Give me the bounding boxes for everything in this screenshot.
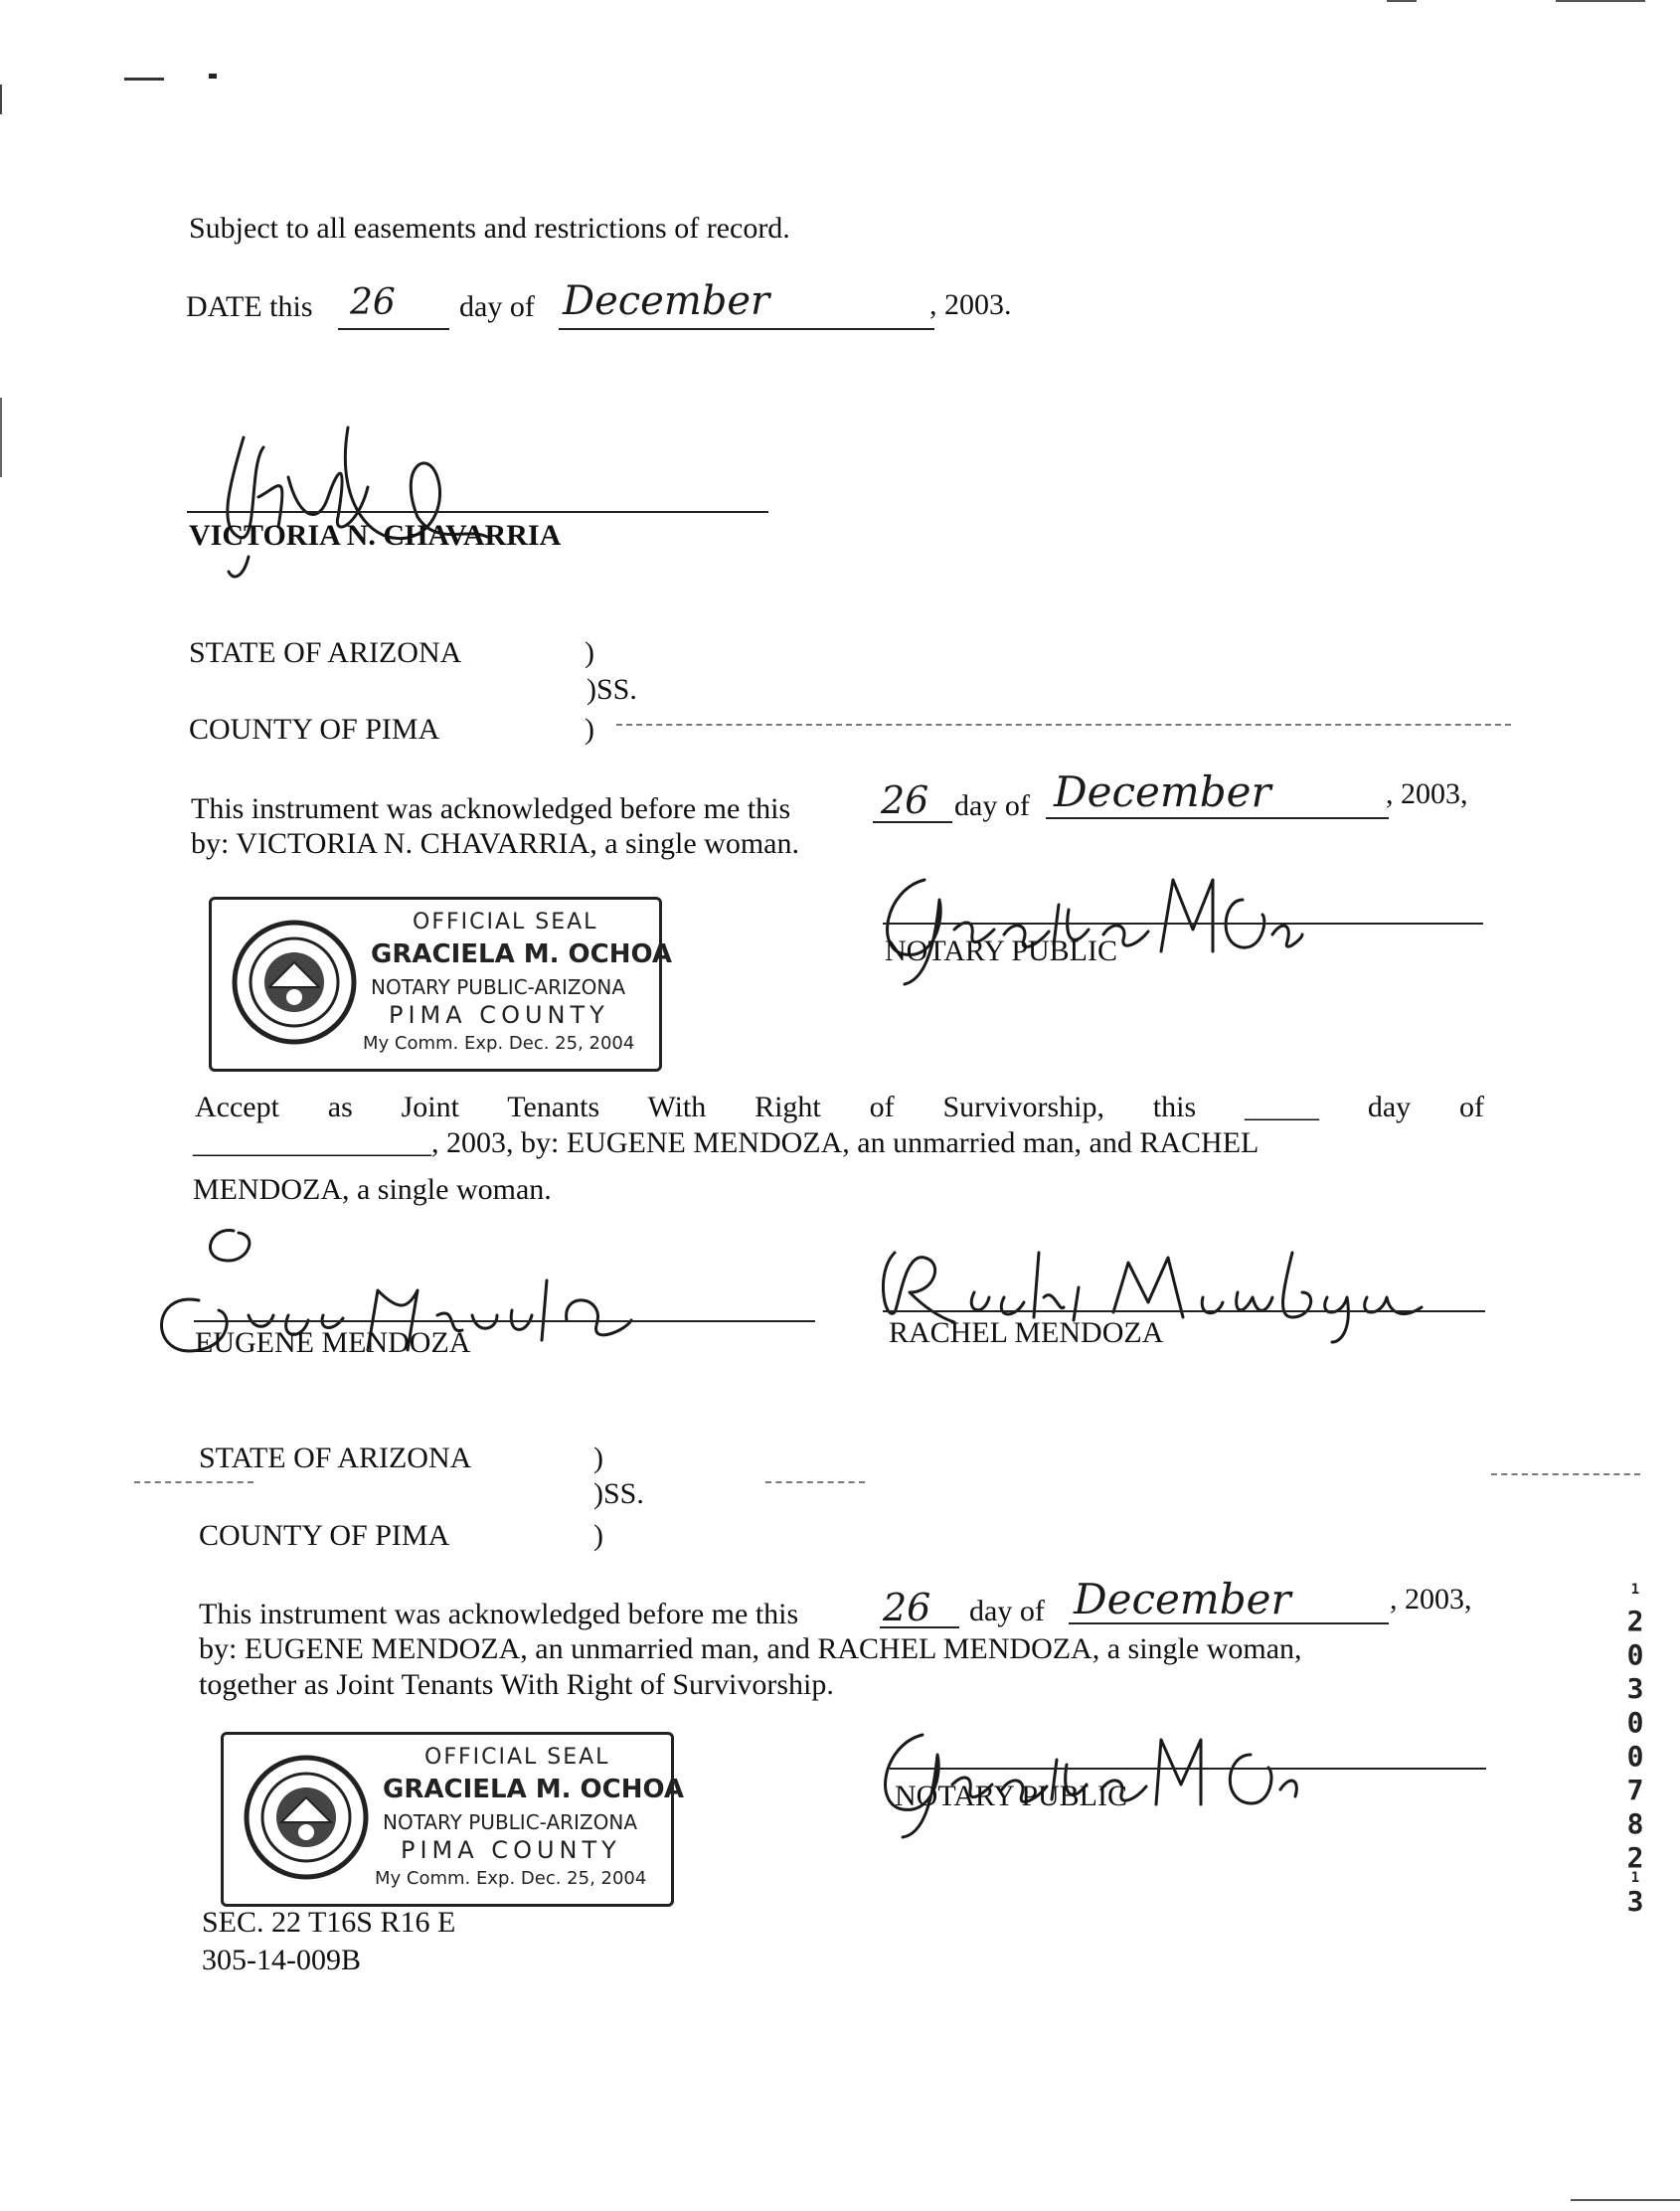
ack2-middle: day of: [969, 1595, 1045, 1627]
date-month-blank: [559, 328, 934, 330]
ack2-day-handwritten: 26: [883, 1586, 931, 1629]
recording-number-stamp: [1620, 1581, 1654, 1918]
notary1-title: NOTARY PUBLIC: [885, 935, 1118, 967]
rachel-name: RACHEL MENDOZA: [889, 1316, 1164, 1349]
seal-notary-state: NOTARY PUBLIC-ARIZONA: [383, 1810, 638, 1834]
stamp-digit: 0: [1626, 1706, 1644, 1739]
stamp-digit: 8: [1626, 1807, 1644, 1840]
date-day-handwritten: 26: [350, 282, 396, 323]
scan-dash-artifact: [765, 1481, 865, 1483]
date-year: , 2003.: [929, 288, 1012, 321]
date-day-blank: [338, 328, 449, 330]
notary-seal-stamp: [221, 1732, 685, 1907]
arizona-state-seal-emblem: [242, 1753, 371, 1882]
notary1-signature-line: [883, 923, 1483, 925]
rachel-signature-line: [883, 1310, 1485, 1312]
venue2-state: STATE OF ARIZONA: [199, 1442, 472, 1474]
ack1-day-handwritten: 26: [881, 778, 929, 822]
scan-speck: [209, 74, 217, 79]
scan-dash-artifact: [134, 1481, 253, 1483]
date-line: [186, 290, 313, 324]
ack2-year: , 2003,: [1390, 1583, 1472, 1616]
stamp-digit: 2: [1626, 1841, 1644, 1874]
grantor-signature-line: [187, 511, 768, 513]
scan-edge-mark: [1556, 0, 1645, 2]
seal-notary-state: NOTARY PUBLIC-ARIZONA: [371, 975, 626, 999]
date-month-handwritten: December: [563, 278, 770, 324]
notary2-signature: [863, 1710, 1300, 1839]
notary2-title: NOTARY PUBLIC: [895, 1780, 1128, 1812]
venue1-county: COUNTY OF PIMA: [189, 713, 440, 746]
stamp-digit: 1: [1630, 1870, 1640, 1886]
seal-county: PIMA COUNTY: [401, 1836, 621, 1864]
notary1-signature: [865, 860, 1302, 989]
venue1-ss: )SS.: [587, 673, 637, 706]
venue1-paren: ): [585, 636, 594, 669]
legal-parcel: 305-14-009B: [202, 1944, 361, 1976]
stamp-digit: 3: [1626, 1672, 1644, 1705]
seal-notary-name: GRACIELA M. OCHOA: [371, 939, 673, 969]
venue2-ss: )SS.: [593, 1477, 644, 1510]
ack2-prefix: This instrument was acknowledged before me this: [199, 1598, 799, 1630]
ack1-line2: by: VICTORIA N. CHAVARRIA, a single woman.: [191, 827, 799, 860]
eugene-signature-line: [194, 1320, 815, 1322]
scan-dash-artifact: [1491, 1473, 1640, 1475]
scan-edge-mark: [0, 85, 2, 114]
scan-edge-mark: [0, 398, 2, 477]
acceptance-line3: MENDOZA, a single woman.: [193, 1173, 552, 1206]
venue2-county: COUNTY OF PIMA: [199, 1519, 450, 1552]
notary2-signature-line: [890, 1768, 1486, 1770]
acceptance-line2: ________________, 2003, by: EUGENE MENDOZA, an unmarried man, and RACHEL: [193, 1126, 1260, 1159]
ack1-month-handwritten: December: [1054, 767, 1271, 816]
ack2-month-handwritten: December: [1074, 1575, 1291, 1623]
venue2-paren: ): [593, 1442, 603, 1474]
seal-notary-name: GRACIELA M. OCHOA: [383, 1775, 685, 1804]
scan-dash-artifact: [616, 724, 1511, 726]
grantor-signature: [189, 408, 547, 606]
ack1-middle: day of: [954, 789, 1030, 822]
seal-county: PIMA COUNTY: [389, 1001, 609, 1029]
notary-seal-stamp: [209, 897, 673, 1072]
acceptance-line1: Accept as Joint Tenants With Right of Survivorship, this _____ day of: [195, 1091, 1484, 1123]
stamp-digit: 0: [1626, 1740, 1644, 1773]
ack1-prefix: This instrument was acknowledged before me this: [191, 792, 791, 825]
date-middle: day of: [459, 290, 535, 323]
eugene-name: EUGENE MENDOZA: [195, 1326, 471, 1359]
ack2-line3: together as Joint Tenants With Right of Survivorship.: [199, 1668, 834, 1701]
stamp-digit: 7: [1626, 1774, 1644, 1806]
scan-edge-mark: [1387, 0, 1417, 2]
scan-edge-mark: [1571, 2199, 1680, 2201]
seal-title: OFFICIAL SEAL: [424, 1745, 610, 1770]
seal-commission-expiry: My Comm. Exp. Dec. 25, 2004: [363, 1033, 635, 1054]
venue1-paren: ): [585, 713, 594, 746]
seal-commission-expiry: My Comm. Exp. Dec. 25, 2004: [375, 1868, 647, 1889]
grantor-name: VICTORIA N. CHAVARRIA: [189, 519, 562, 552]
ack1-year: , 2003,: [1386, 777, 1468, 810]
legal-section: SEC. 22 T16S R16 E: [202, 1906, 456, 1939]
stamp-digit: 0: [1626, 1638, 1644, 1671]
venue1-state: STATE OF ARIZONA: [189, 636, 462, 669]
ack1-month-blank: [1046, 817, 1389, 819]
stamp-digit: 3: [1626, 1885, 1644, 1918]
scan-speck: [124, 78, 164, 81]
ack2-line2: by: EUGENE MENDOZA, an unmarried man, and RACHEL MENDOZA, a single woman,: [199, 1632, 1302, 1665]
date-prefix: DATE this: [186, 290, 313, 323]
arizona-state-seal-emblem: [230, 918, 359, 1047]
stamp-digit: 1: [1630, 1582, 1640, 1598]
header-clause: Subject to all easements and restrictions of record.: [189, 212, 790, 245]
venue2-paren: ): [593, 1519, 603, 1552]
stamp-digit: 2: [1626, 1605, 1644, 1637]
seal-title: OFFICIAL SEAL: [413, 910, 598, 935]
